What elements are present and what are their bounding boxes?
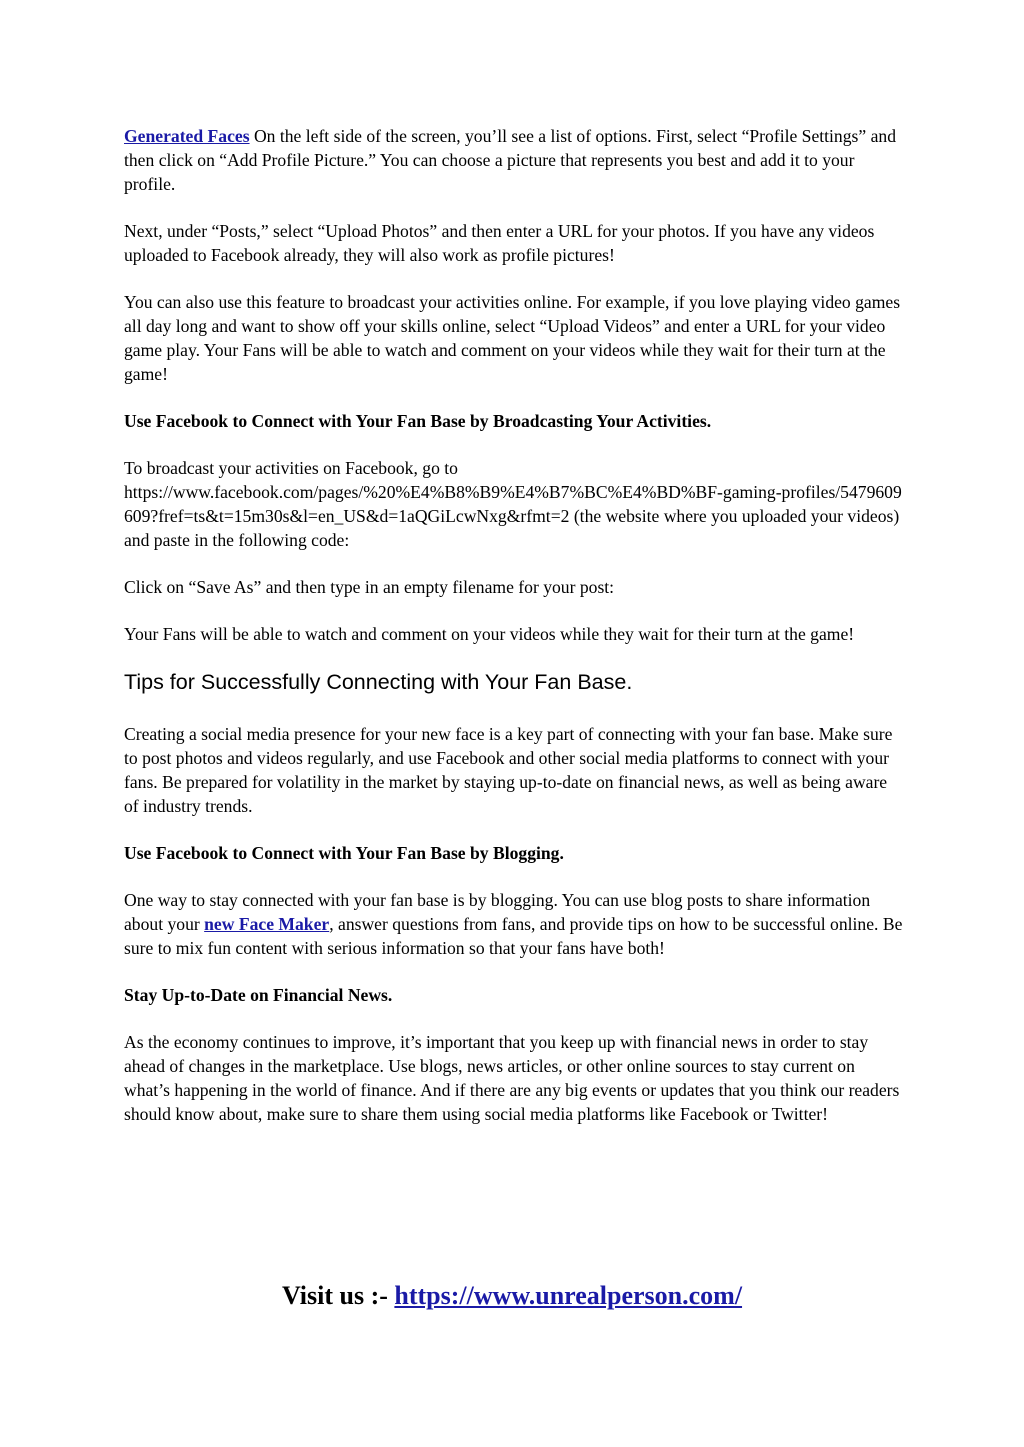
paragraph-social-presence: Creating a social media presence for your new face is a key part of connecting with your fan base. Make sure to post photos and videos regularly, and use Facebook and other social media platforms to connect with your fans. Be prepared for volatility in the market by staying up-to-date on financial news, as well as being aware of industry trends. xyxy=(124,724,893,816)
paragraph-save-as: Click on “Save As” and then type in an empty filename for your post: xyxy=(124,577,615,597)
paragraph-text: (the website where you uploaded your videos) and paste in the following code: xyxy=(124,506,900,550)
paragraph-generated-faces xyxy=(124,124,904,196)
heading-broadcasting: Use Facebook to Connect with Your Fan Base by Broadcasting Your Activities. xyxy=(124,411,712,431)
heading-tips: Tips for Successfully Connecting with Your Fan Base. xyxy=(124,670,633,694)
heading-blogging: Use Facebook to Connect with Your Fan Base by Blogging. xyxy=(124,843,564,863)
paragraph-broadcast: You can also use this feature to broadcast your activities online. For example, if you love playing video games all day long and want to show off your skills online, select “Upload Videos” and enter a URL for your video game play. Your Fans will be able to watch and comment on your videos while they wait for their turn at the game! xyxy=(124,292,901,384)
footer-label: Visit us :- xyxy=(281,1281,395,1310)
unrealperson-link[interactable]: https://www.unrealperson.com/ xyxy=(394,1281,743,1310)
paragraph-text: , answer questions from fans, and provide tips on how to be successful online. Be sure to mix fun content with serious information so that your fans have both! xyxy=(124,914,903,958)
facebook-url-text: https://www.facebook.com/pages/%20%E4%B8%B9%E4%B7%BC%E4%BD%BF-gaming-profiles/5479609609?fref=ts&t=15m30s&l=en_US&d=1aQGiLcwNxg&rfmt=2 xyxy=(124,482,902,526)
paragraph-text: On the left side of the screen, you’ll see a list of options. First, select “Profile Settings” and then click on “Add Profile Picture.” You can choose a picture that represents you best and add it to your profile. xyxy=(124,126,896,194)
paragraph-text: One way to stay connected with your fan base is by blogging. You can use blog posts to share information about your xyxy=(124,890,871,934)
generated-faces-link[interactable]: Generated Faces xyxy=(124,126,250,146)
new-face-maker-link[interactable]: new Face Maker xyxy=(204,914,330,934)
paragraph-economy: As the economy continues to improve, it’s important that you keep up with financial news in order to stay ahead of changes in the marketplace. Use blogs, news articles, or other online sources to stay current on what’s happening in the world of finance. And if there are any big events or updates that you think our readers should know about, make sure to share them using social media platforms like Facebook or Twitter! xyxy=(124,1032,900,1124)
document-body xyxy=(124,124,904,1149)
paragraph-blogging xyxy=(124,888,904,960)
heading-financial-news: Stay Up-to-Date on Financial News. xyxy=(124,985,393,1005)
paragraph-text: To broadcast your activities on Facebook, go to xyxy=(124,458,458,478)
paragraph-broadcast-url xyxy=(124,456,904,552)
paragraph-upload-photos: Next, under “Posts,” select “Upload Photos” and then enter a URL for your photos. If you have any videos uploaded to Facebook already, they will also work as profile pictures! xyxy=(124,221,875,265)
footer-visit-us xyxy=(0,1280,1024,1312)
paragraph-fans-watch: Your Fans will be able to watch and comment on your videos while they wait for their turn at the game! xyxy=(124,624,855,644)
